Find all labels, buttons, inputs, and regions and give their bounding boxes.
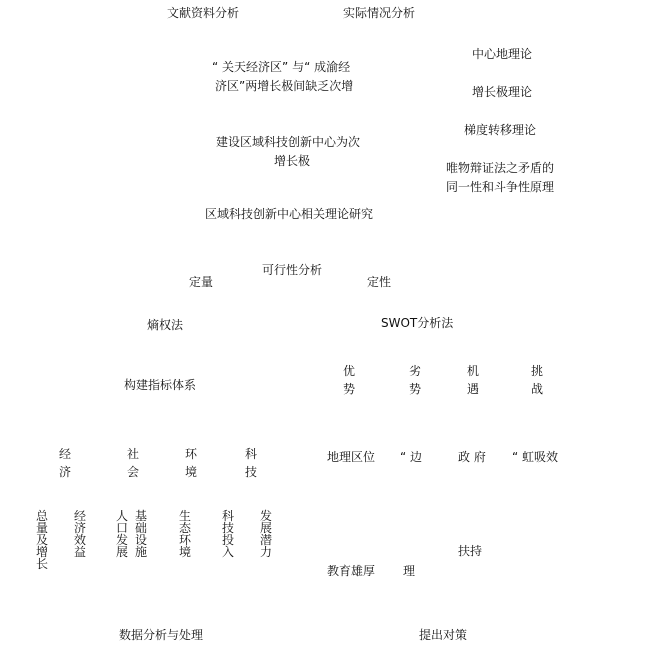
- swot-weakness: 劣 势: [409, 364, 422, 396]
- swot-method: SWOT分析法: [381, 316, 454, 330]
- factor-education: 教育雄厚: [327, 564, 376, 578]
- index-system-label: 构建指标体系: [124, 378, 197, 392]
- factor-location: 地理区位: [327, 450, 376, 464]
- theory-central-place: 中心地理论: [472, 47, 533, 61]
- indicator-potential: 发展潜力: [260, 509, 273, 559]
- theory-research-label: 区域科技创新中心相关理论研究: [205, 207, 374, 221]
- factor-siphon: “ 虹吸效: [512, 450, 559, 464]
- dimension-environment: 环 境: [185, 447, 198, 479]
- indicator-ecology: 生态环境: [179, 509, 192, 559]
- feasibility-analysis-label: 可行性分析: [262, 263, 323, 277]
- factor-support: 扶持: [458, 544, 483, 558]
- factor-edge: “ 边: [400, 450, 423, 464]
- data-analysis-label: 数据分析与处理: [119, 628, 204, 642]
- dimension-technology: 科 技: [245, 447, 258, 479]
- literature-analysis-label: 文献资料分析: [167, 6, 240, 20]
- actual-analysis-label: 实际情况分析: [343, 6, 416, 20]
- theory-dialectics-line2: 同一性和斗争性原理: [446, 180, 555, 194]
- quantitative-label: 定量: [189, 275, 214, 289]
- goal-text-line2: 增长极: [274, 154, 311, 168]
- theory-gradient-transfer: 梯度转移理论: [464, 123, 537, 137]
- indicator-tech-input: 科技投入: [222, 509, 235, 559]
- indicator-economic-benefit: 经济效益: [74, 509, 87, 559]
- goal-text-line1: 建设区域科技创新中心为次: [216, 135, 361, 149]
- swot-threat: 挑 战: [531, 364, 544, 396]
- problem-text-line1: “ 关天经济区” 与“ 成渝经: [212, 60, 351, 74]
- countermeasures-label: 提出对策: [419, 628, 468, 642]
- qualitative-label: 定性: [367, 275, 392, 289]
- factor-li: 理: [403, 564, 416, 578]
- entropy-weight-method: 熵权法: [147, 318, 184, 332]
- indicator-infrastructure: 基础设施: [135, 509, 148, 559]
- swot-opportunity: 机 遇: [467, 364, 480, 396]
- problem-text-line2: 济区”两增长极间缺乏次增: [215, 79, 354, 93]
- theory-dialectics-line1: 唯物辩证法之矛盾的: [446, 161, 555, 175]
- factor-government: 政 府: [458, 450, 486, 464]
- dimension-economy: 经 济: [59, 447, 72, 479]
- dimension-society: 社 会: [127, 447, 140, 479]
- indicator-total-growth: 总量及增长: [36, 509, 49, 571]
- indicator-population: 人口发展: [116, 509, 129, 559]
- theory-growth-pole: 增长极理论: [472, 85, 533, 99]
- swot-strength: 优 势: [343, 364, 356, 396]
